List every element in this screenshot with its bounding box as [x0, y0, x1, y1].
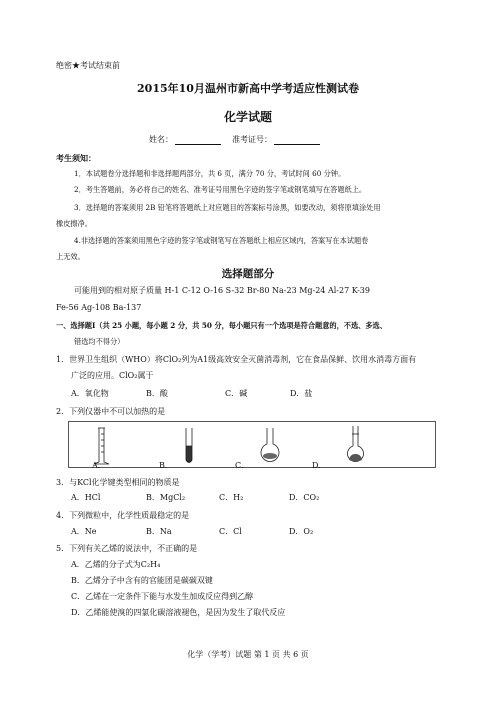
- option: B．Na: [146, 527, 172, 536]
- option: C．Cl: [219, 527, 242, 536]
- option: C．H₂: [219, 493, 244, 502]
- option: B．: [159, 461, 173, 470]
- section-title: 选择题部分: [221, 268, 275, 280]
- notice-item: 3．选择题的答案须用 2B 铅笔将答题纸上对应题目的答案标号涂黑，如要改动，须将原填涂处用: [74, 203, 381, 212]
- id-label: 准考证号：: [232, 135, 272, 144]
- part1-line1: 一、选择题Ⅰ（共 25 小题，每小题 2 分，共 50 分，每小题只有一个选项是符合题意的，不选、多选、: [56, 321, 387, 330]
- option: A．Ne: [71, 527, 97, 536]
- option: D．O₂: [289, 527, 314, 536]
- notice-item: 上无效。: [56, 252, 85, 261]
- question-stem: 3．与KCl化学键类型相同的物质是: [56, 478, 180, 487]
- option: D．盐: [290, 389, 313, 398]
- page-footer: 化学（学考）试题 第 1 页 共 6 页: [187, 650, 309, 659]
- graduated-cylinder-icon: [94, 428, 109, 464]
- option: D．乙烯能使溴的四氯化碳溶液褪色，是因为发生了取代反应: [71, 608, 286, 617]
- name-field: [149, 134, 221, 145]
- name-label: 姓名：: [149, 135, 173, 144]
- volumetric-flask-icon: [348, 426, 364, 462]
- instrument-figure: [68, 421, 436, 468]
- atomic-mass-line: 可能用到的相对原子质量 H-1 C-12 O-16 S-32 Br-80 Na-23 Mg-24 Al-27 K-39: [74, 286, 370, 295]
- option: C．: [235, 461, 250, 470]
- option: A．乙烯的分子式为C₂H₄: [71, 560, 161, 569]
- atomic-mass-line: Fe-56 Ag-108 Ba-137: [56, 303, 142, 312]
- question-stem: 4．下列微粒中，化学性质最稳定的是: [56, 511, 190, 520]
- option: C．乙烯在一定条件下能与水发生加成反应得到乙醇: [71, 592, 254, 601]
- id-field: [232, 134, 320, 145]
- option: A．氧化物: [71, 389, 109, 398]
- round-bottom-flask-icon: [261, 428, 279, 461]
- exam-title: 2015年10月温州市新高中学考适应性测试卷: [137, 82, 359, 95]
- option: D．CO₂: [289, 493, 320, 502]
- secret-label: 绝密★考试结束前: [56, 61, 120, 70]
- id-blank: [274, 136, 320, 145]
- notice-item: 2．考生答题前，务必将自己的姓名、准考证号用黑色字迹的签字笔或钢笔填写在答题纸上。: [74, 185, 367, 194]
- option: C．碱: [225, 389, 248, 398]
- option: D．: [312, 461, 327, 470]
- notice-heading: 考生须知：: [56, 153, 96, 163]
- option: A．: [92, 461, 106, 470]
- part1-line2: 错选均不得分）: [74, 337, 125, 346]
- option: A．HCl: [71, 493, 101, 502]
- question-stem: 5．下列有关乙烯的说法中，不正确的是: [56, 544, 198, 553]
- test-tube-icon: [186, 428, 192, 463]
- notice-item: 橡皮擦净。: [56, 219, 92, 228]
- question-stem: 1．世界卫生组织（WHO）将ClO₂列为A1级高效安全灭菌消毒剂，它在食品保鲜、饮用水消毒方面有: [56, 355, 417, 364]
- option: B．酸: [146, 389, 168, 398]
- notice-item: 4.非选择题的答案须用黑色字迹的签字笔或钢笔写在答题纸上相应区域内，答案写在本试题卷: [74, 236, 369, 245]
- question-stem: 广泛的应用。ClO₂属于: [71, 371, 154, 380]
- question-stem: 2．下列仪器中不可以加热的是: [56, 407, 166, 416]
- option: B．乙烯分子中含有的官能团是碳碳双键: [71, 576, 213, 585]
- instrument-drawings: [69, 422, 435, 467]
- name-blank: [175, 136, 221, 145]
- option: B．MgCl₂: [146, 493, 186, 502]
- subject-title: 化学试题: [223, 110, 272, 124]
- part1-instruction: [56, 321, 387, 331]
- notice-item: 1．本试题卷分选择题和非选择题两部分，共 6 页，满分 70 分，考试时间 60 分钟。: [74, 169, 346, 178]
